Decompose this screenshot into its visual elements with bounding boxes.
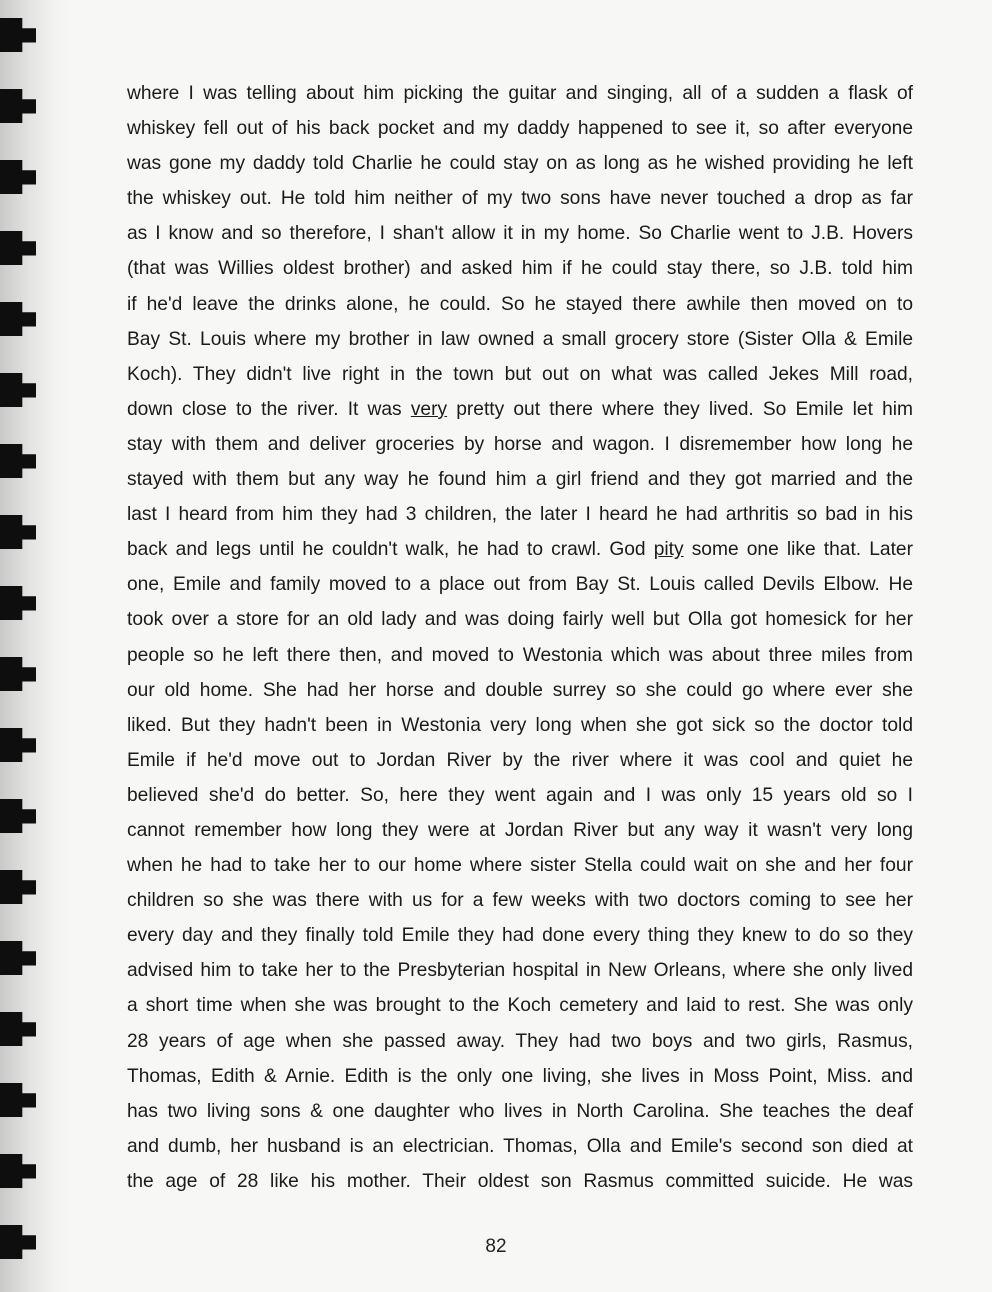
binding-hole (0, 1154, 36, 1188)
text-line: people so he left there then, and moved to Westonia which was about three miles from (127, 644, 913, 666)
text-line: took over a store for an old lady and was doing fairly well but Olla got homesick for her (127, 609, 913, 631)
text-line: (that was Willies oldest brother) and asked him if he could stay there, so J.B. told him (127, 258, 913, 280)
text-line: liked. But they hadn't been in Westonia very long when she got sick so the doctor told (127, 714, 913, 736)
binding-hole (0, 657, 36, 691)
binding-hole (0, 1083, 36, 1117)
text-line: a short time when she was brought to the Koch cemetery and laid to rest. She was only (127, 995, 913, 1017)
binding-hole (0, 870, 36, 904)
text-line (127, 392, 913, 427)
text-line: children so she was there with us for a few weeks with two doctors coming to see her (127, 890, 913, 912)
text-line: cannot remember how long they were at Jordan River but any way it wasn't very long (127, 819, 913, 841)
binding-hole (0, 160, 36, 194)
text-line: the whiskey out. He told him neither of my two sons have never touched a drop as far (127, 188, 913, 210)
text-line: was gone my daddy told Charlie he could stay on as long as he wished providing he left (127, 153, 913, 175)
text-fragment: back and legs until he couldn't walk, he had to crawl. God (127, 539, 654, 561)
binding-hole (0, 302, 36, 336)
text-fragment: some one like that. Later (683, 539, 913, 561)
underlined-word: pity (653, 539, 684, 561)
text-line: 28 years of age when she passed away. They had two boys and two girls, Rasmus, (127, 1030, 913, 1052)
text-line: one, Emile and family moved to a place out from Bay St. Louis called Devils Elbow. He (127, 574, 913, 596)
binding-hole (0, 444, 36, 478)
text-line: if he'd leave the drinks alone, he could. So he stayed there awhile then moved on to (127, 293, 913, 315)
text-line: has two living sons & one daughter who lives in North Carolina. She teaches the deaf (127, 1100, 913, 1122)
text-line: stay with them and deliver groceries by horse and wagon. I disremember how long he (127, 433, 913, 455)
text-line: believed she'd do better. So, here they went again and I was only 15 years old so I (127, 784, 913, 806)
underlined-word: very (410, 398, 448, 420)
text-line: advised him to take her to the Presbyterian hospital in New Orleans, where she only lived (127, 960, 913, 982)
text-line: Koch). They didn't live right in the town but out on what was called Jekes Mill road, (127, 363, 913, 385)
text-line: Thomas, Edith & Arnie. Edith is the only one living, she lives in Moss Point, Miss. and (127, 1065, 913, 1087)
binding-hole (0, 515, 36, 549)
text-line: as I know and so therefore, I shan't allow it in my home. So Charlie went to J.B. Hovers (127, 223, 913, 245)
text-fragment: pretty out there where they lived. So Emile let him (447, 398, 913, 420)
binding-hole (0, 18, 36, 52)
binding-hole (0, 89, 36, 123)
binding-hole (0, 231, 36, 265)
text-line (127, 532, 913, 567)
binding-hole (0, 799, 36, 833)
spiral-binding (0, 0, 40, 1292)
text-fragment: down close to the river. It was (127, 398, 411, 420)
text-line: our old home. She had her horse and double surrey so she could go where ever she (127, 679, 913, 701)
text-line: every day and they finally told Emile they had done every thing they knew to do so they (127, 925, 913, 947)
binding-hole (0, 941, 36, 975)
body-text (127, 76, 913, 1199)
binding-hole (0, 586, 36, 620)
text-line: last I heard from him they had 3 children, the later I heard he had arthritis so bad in his (127, 504, 913, 526)
text-line: stayed with them but any way he found him a girl friend and they got married and the (127, 469, 913, 491)
binding-hole (0, 1012, 36, 1046)
text-line: whiskey fell out of his back pocket and my daddy happened to see it, so after everyone (127, 118, 913, 140)
text-line: where I was telling about him picking the guitar and singing, all of a sudden a flask of (127, 83, 913, 104)
binding-hole (0, 373, 36, 407)
text-line: Bay St. Louis where my brother in law owned a small grocery store (Sister Olla & Emile (127, 328, 913, 350)
binding-hole (0, 728, 36, 762)
page-number: 82 (485, 1236, 507, 1257)
text-line: when he had to take her to our home where sister Stella could wait on she and her four (127, 855, 913, 877)
text-line: Emile if he'd move out to Jordan River by the river where it was cool and quiet he (127, 749, 913, 771)
text-line: and dumb, her husband is an electrician. Thomas, Olla and Emile's second son died at (127, 1135, 913, 1157)
text-line: the age of 28 like his mother. Their oldest son Rasmus committed suicide. He was (127, 1170, 913, 1192)
